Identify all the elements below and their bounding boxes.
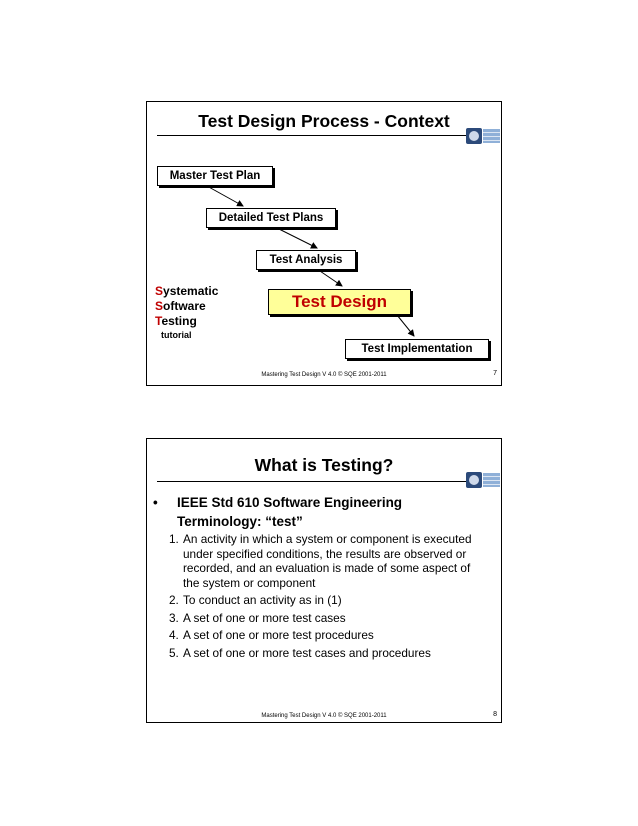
definition-text: A set of one or more test cases and procedures [183, 645, 431, 660]
arrow-detailed-to-analysis [277, 228, 317, 248]
slide-title: Test Design Process - Context [198, 111, 450, 131]
definition-item [159, 593, 479, 608]
slide-footer: Mastering Test Design V 4.0 © SQE 2001-2011 [261, 713, 387, 719]
page-number: 8 [493, 711, 497, 718]
definition-text: A set of one or more test cases [183, 610, 346, 625]
arrow-analysis-to-design [317, 269, 342, 286]
side-caption [155, 284, 218, 340]
arrow-master-to-detailed [207, 186, 243, 206]
definition-number: 3. [169, 610, 179, 625]
bullet-text: IEEE Std 610 Software Engineering Terminology: “test” [177, 495, 403, 529]
bullet-icon: • [153, 495, 158, 510]
title-divider [157, 135, 481, 136]
box-test-analysis: Test Analysis [256, 250, 356, 270]
sqe-logo-icon [466, 472, 500, 488]
definition-item [159, 611, 479, 626]
definition-item [159, 646, 479, 661]
slide-what-is-testing [146, 438, 502, 723]
slide-footer: Mastering Test Design V 4.0 © SQE 2001-2011 [261, 372, 387, 378]
definition-text: An activity in which a system or component is executed under specified conditions, the results are observed or recorded, and an evaluation is made of some aspect of the system or component [183, 532, 472, 590]
side-word-testing: esting [161, 314, 197, 328]
definition-number: 1. [169, 532, 179, 546]
box-master-test-plan: Master Test Plan [157, 166, 273, 186]
side-letter-t: T [155, 314, 162, 328]
slide-test-design-context [146, 101, 502, 386]
definition-number: 4. [169, 628, 179, 642]
sqe-logo-icon [466, 128, 500, 144]
definition-item [159, 628, 479, 643]
definition-text: To conduct an activity as in (1) [183, 593, 342, 607]
box-detailed-test-plans: Detailed Test Plans [206, 208, 336, 228]
definition-list [159, 532, 479, 663]
title-divider [157, 481, 481, 482]
slide-title: What is Testing? [254, 455, 394, 475]
box-test-implementation: Test Implementation [345, 339, 489, 359]
side-word-software: oftware [163, 299, 206, 313]
side-letter-s2: S [155, 299, 164, 313]
definition-number: 2. [169, 593, 179, 607]
arrow-design-to-implementation [397, 315, 414, 336]
box-test-design: Test Design [268, 289, 411, 315]
definition-number: 5. [169, 645, 179, 660]
page-number: 7 [493, 370, 497, 377]
definition-text: A set of one or more test procedures [183, 628, 374, 642]
side-word-systematic: ystematic [163, 284, 219, 298]
side-word-tutorial: tutorial [161, 330, 192, 340]
definition-item [159, 532, 479, 590]
side-letter-s1: S [155, 284, 164, 298]
